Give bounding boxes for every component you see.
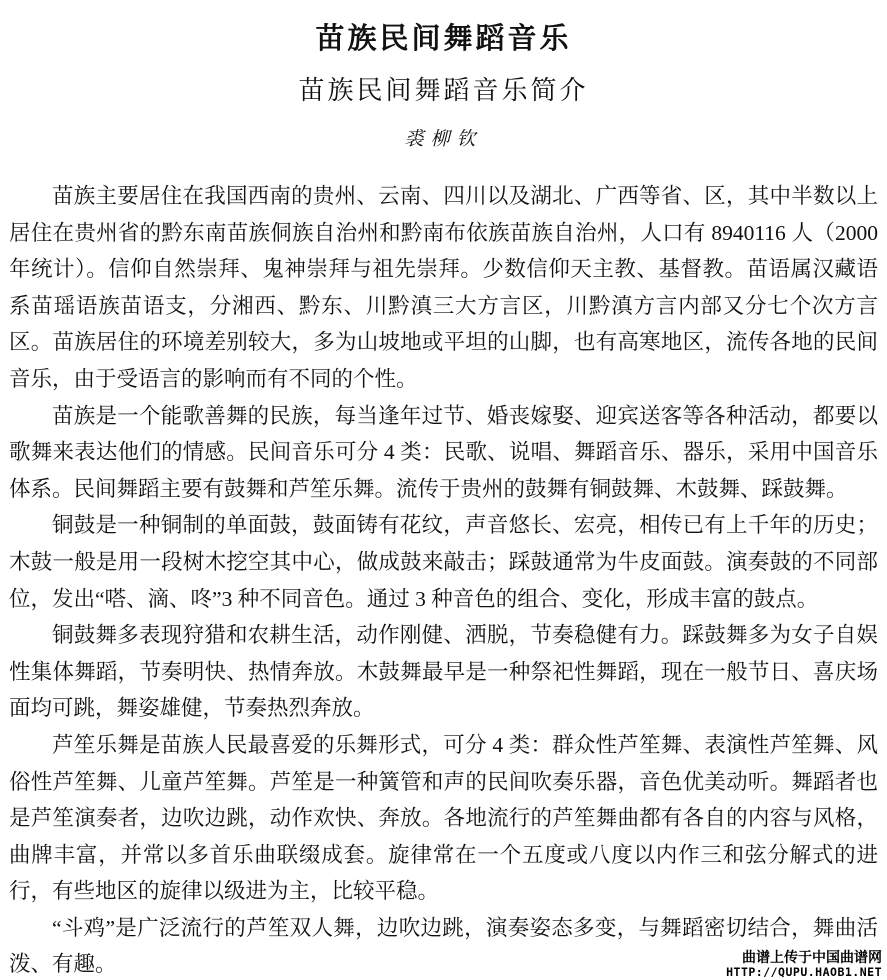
page-title: 苗族民间舞蹈音乐 [315, 23, 572, 55]
author-name: 裘柳钦 [404, 129, 483, 150]
paragraph-lusheng-dance: 芦笙乐舞是苗族人民最喜爱的乐舞形式，可分 4 类：群众性芦笙舞、表演性芦笙舞、风俗性芦笙舞、儿童芦笙舞。芦笙是一种簧管和声的民间吹奏乐器，音色优美动听。舞蹈者也是芦笙演奏者，边吹边跳，动作欢快、奔放。各地流行的芦笙舞曲都有各自的内容与风格，曲牌丰富，并常以多首乐曲联缀成套。旋律常在一个五度或八度以内作三和弦分解式的进行，有些地区的旋律以级进为主，比较平稳。 [9, 732, 878, 904]
paragraph-drum-types: 铜鼓是一种铜制的单面鼓，鼓面铸有花纹，声音悠长、宏亮，相传已有上千年的历史；木鼓一般是用一段树木挖空其中心，做成鼓来敲击；踩鼓通常为牛皮面鼓。演奏鼓的不同部位，发出“嗒、滴、咚”3 种不同音色。通过 3 种音色的组合、变化，形成丰富的鼓点。 [9, 513, 878, 611]
paragraph-music-categories: 苗族是一个能歌善舞的民族，每当逢年过节、婚丧嫁娶、迎宾送客等各种活动，都要以歌舞来表达他们的情感。民间音乐可分 4 类：民歌、说唱、舞蹈音乐、器乐，采用中国音乐体系。民间舞蹈主要有鼓舞和芦笙乐舞。流传于贵州的鼓舞有铜鼓舞、木鼓舞、踩鼓舞。 [9, 403, 878, 501]
watermark-url: HTTP://QUPU.HAOB1.NET [726, 964, 882, 979]
paragraph-intro-region: 苗族主要居住在我国西南的贵州、云南、四川以及湖北、广西等省、区，其中半数以上居住在贵州省的黔东南苗族侗族自治州和黔南布依族苗族自治州，人口有 8940116 人（2000 年统计）。信仰自然崇拜、鬼神崇拜与祖先崇拜。少数信仰天主教、基督教。苗语属汉藏语系苗瑶语族苗语支，分湘西、黔东、川黔滇三大方言区，川黔滇方言内部又分七个次方言区。苗族居住的环境差别较大，多为山坡地或平坦的山脚，也有高寒地区，流传各地的民间音乐，由于受语言的影响而有不同的个性。 [9, 184, 878, 391]
paragraph-drum-dances: 铜鼓舞多表现狩猎和农耕生活，动作刚健、洒脱，节奏稳健有力。踩鼓舞多为女子自娱性集体舞蹈，节奏明快、热情奔放。木鼓舞最早是一种祭祀性舞蹈，现在一般节日、喜庆场面均可跳，舞姿雄健，节奏热烈奔放。 [9, 623, 878, 721]
page-subtitle: 苗族民间舞蹈音乐简介 [298, 76, 589, 105]
watermark-site-name: 曲谱上传于中国曲谱网 [742, 949, 882, 966]
paragraph-douji-dance: “斗鸡”是广泛流行的芦笙双人舞，边吹边跳，演奏姿态多变，与舞蹈密切结合，舞曲活泼、有趣。 [9, 915, 878, 977]
watermark [726, 950, 882, 979]
article-body [9, 178, 878, 980]
